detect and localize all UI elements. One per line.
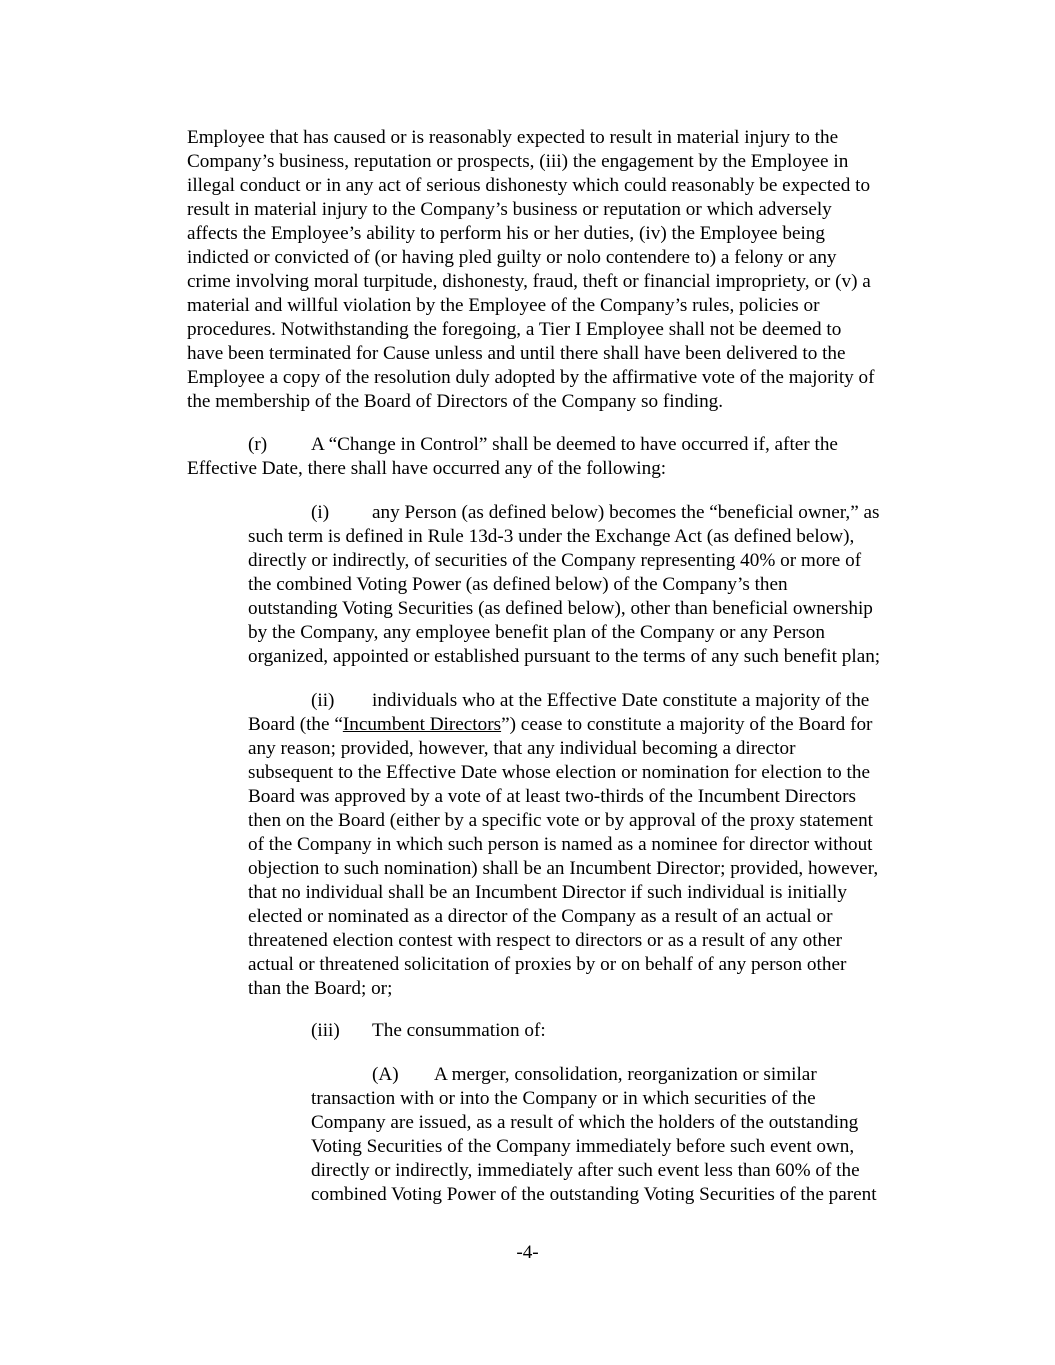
text-line: Board was approved by a vote of at least two-thirds of the Incumbent Directors (248, 786, 856, 807)
text-line: than the Board; or; (248, 978, 393, 999)
text-line: objection to such nomination) shall be an Incumbent Director; provided, however, (248, 858, 879, 879)
text-line: A “Change in Control” shall be deemed to have occurred if, after the (311, 434, 838, 455)
text-line: procedures. Notwithstanding the foregoing, a Tier I Employee shall not be deemed to (187, 319, 842, 340)
text-line: combined Voting Power of the outstanding Voting Securities of the parent (311, 1184, 877, 1205)
text-line: organized, appointed or established pursuant to the terms of any such benefit plan; (248, 646, 881, 667)
text-line: of the Company in which such person is named as a nominee for director without (248, 834, 873, 855)
clause-number: (iii) (311, 1020, 340, 1041)
text-line: such term is defined in Rule 13d-3 under the Exchange Act (as defined below), (248, 526, 855, 547)
text-line: any Person (as defined below) becomes the “beneficial owner,” as (372, 502, 880, 523)
text-line: that no individual shall be an Incumbent Director if such individual is initially (248, 882, 847, 903)
text-line: threatened election contest with respect to directors or as a result of any other (248, 930, 843, 951)
text-line: indicted or convicted of (or having pled guilty or nolo contendere to) a felony or any (187, 247, 837, 268)
text-line: elected or nominated as a director of the Company as a result of an actual or (248, 906, 833, 927)
text-line: outstanding Voting Securities (as defined below), other than beneficial ownership (248, 598, 873, 619)
text-line: Company’s business, reputation or prospects, (iii) the engagement by the Employee in (187, 151, 849, 172)
defined-term: Incumbent Directors (342, 714, 502, 735)
text-line: affects the Employee’s ability to perform his or her duties, (iv) the Employee being (187, 223, 825, 244)
page-number: -4- (516, 1242, 539, 1263)
text-line: A merger, consolidation, reorganization or similar (434, 1064, 817, 1085)
text-line: directly or indirectly, of securities of the Company representing 40% or more of (248, 550, 862, 571)
text-line: Effective Date, there shall have occurred any of the following: (187, 458, 667, 479)
clause-number: (ii) (311, 690, 335, 711)
text-line: material and willful violation by the Employee of the Company’s rules, policies or (187, 295, 820, 316)
text-line: the combined Voting Power (as defined below) of the Company’s then (248, 574, 788, 595)
text-line: individuals who at the Effective Date constitute a majority of the (372, 690, 870, 711)
text-line: transaction with or into the Company or in which securities of the (311, 1088, 816, 1109)
text-line: Employee that has caused or is reasonably expected to result in material injury to the (187, 127, 839, 148)
text-line: result in material injury to the Company’s business or reputation or which adversely (187, 199, 832, 220)
text-fragment: ”) cease to constitute a majority of the Board for (501, 714, 873, 735)
text-line: Voting Securities of the Company immediately before such event own, (311, 1136, 855, 1157)
text-line: then on the Board (either by a specific vote or by approval of the proxy statement (248, 810, 873, 831)
text-line: any reason; provided, however, that any individual becoming a director (248, 738, 796, 759)
text-line (248, 713, 872, 737)
text-line: The consummation of: (372, 1020, 546, 1041)
text-line: have been terminated for Cause unless and until there shall have been delivered to the (187, 343, 846, 364)
text-line: actual or threatened solicitation of proxies by or on behalf of any person other (248, 954, 847, 975)
text-line: by the Company, any employee benefit plan of the Company or any Person (248, 622, 825, 643)
text-line: illegal conduct or in any act of serious dishonesty which could reasonably be expected to (187, 175, 871, 196)
text-line: directly or indirectly, immediately after such event less than 60% of the (311, 1160, 860, 1181)
text-line: Company are issued, as a result of which the holders of the outstanding (311, 1112, 859, 1133)
paragraph-number: (r) (248, 434, 268, 455)
clause-number: (i) (311, 502, 330, 523)
text-line: the membership of the Board of Directors of the Company so finding. (187, 391, 724, 412)
clause-number: (A) (372, 1064, 399, 1085)
text-line: subsequent to the Effective Date whose election or nomination for election to the (248, 762, 870, 783)
text-fragment: Board (the “ (248, 714, 343, 735)
text-line: crime involving moral turpitude, dishonesty, fraud, theft or financial impropriety, or (v) a (187, 271, 871, 292)
text-line: Employee a copy of the resolution duly adopted by the affirmative vote of the majority of (187, 367, 875, 388)
